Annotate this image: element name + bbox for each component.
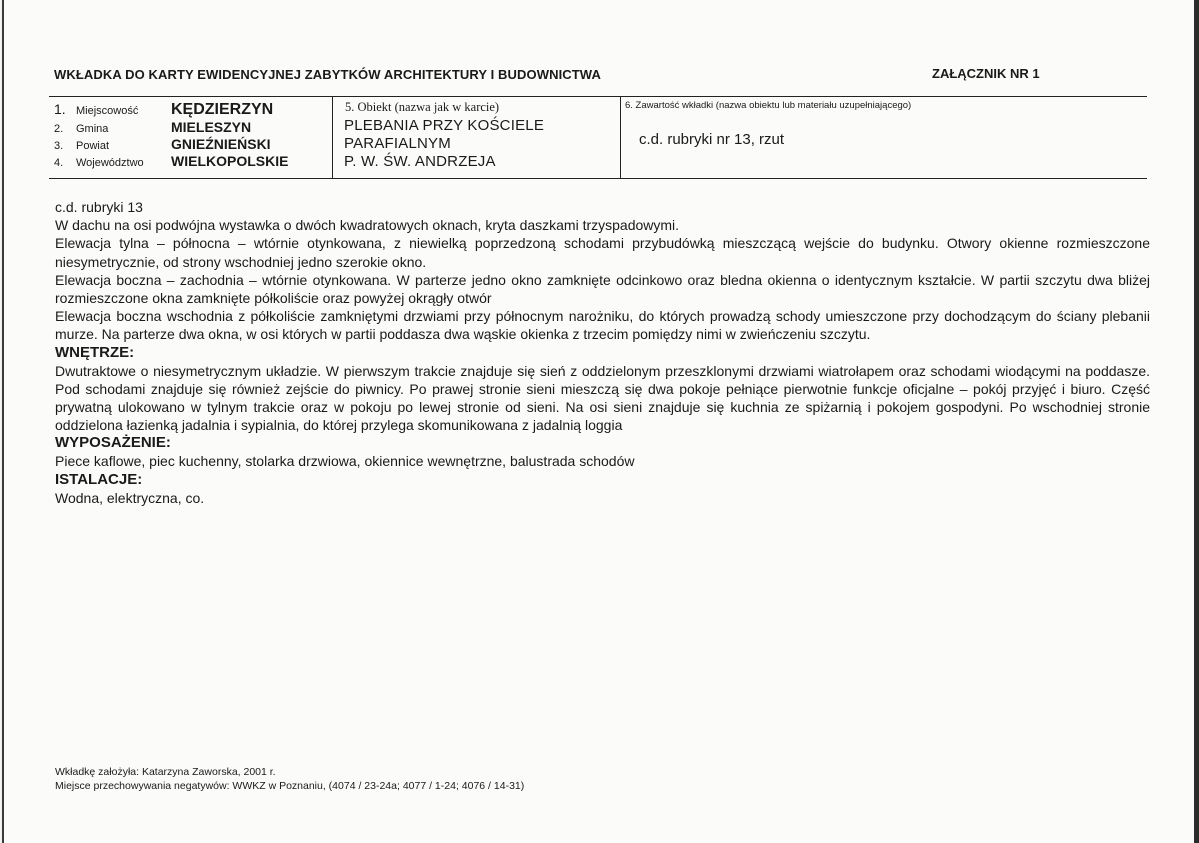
field-number: 4.: [54, 157, 64, 169]
field-label: Miejscowość: [76, 105, 139, 117]
field-number: 2.: [54, 123, 64, 135]
table-divider: [332, 97, 333, 178]
field-value: GNIEŹNIEŃSKI: [171, 136, 271, 152]
section-heading-equipment: WYPOSAŻENIE:: [55, 434, 171, 452]
table-divider: [620, 97, 621, 178]
footer-negatives-storage: Miejsce przechowywania negatywów: WWKZ w Poznaniu, (4074 / 23-24a; 4077 / 1-24; 4076 / 14-31): [55, 780, 525, 792]
paragraph: W dachu na osi podwójna wystawka o dwóch kwadratowych oknach, kryta daszkami trzyspadowymi.: [55, 217, 680, 234]
field-label: Gmina: [76, 123, 109, 135]
document-title: WKŁADKA DO KARTY EWIDENCYJNEJ ZABYTKÓW ARCHITEKTURY I BUDOWNICTWA: [54, 67, 601, 82]
document-sheet: [2, 0, 1195, 843]
annex-label: ZAŁĄCZNIK NR 1: [932, 66, 1040, 81]
field-label: Województwo: [76, 157, 144, 169]
description-text: [55, 198, 1150, 507]
field-value: WIELKOPOLSKIE: [171, 153, 289, 169]
field-value: MIELESZYN: [171, 119, 252, 135]
paragraph: Dwutraktowe o niesymetrycznym układzie. W pierwszym trakcie znajduje się sień z oddzielonym przeszklonymi drzwiami wiatrołapem oraz schodami wiodącymi na poddasze. Pod schodami znajduje się również zejście do piwnicy. Po prawej stronie sieni mieszczą się dwa pokoje pełniące pierwotnie funkcje oficjalne – pokój przyjęć i biuro. Część prywatną ulokowano w tylnym trakcie oraz w pokoju po lewej stronie od sieni. Na osi sieni znajduje się kuchnia ze spiżarnią i pokojem gospodyni. Po wschodniej stronie oddzielona łazienką jadalnia i sypialnia, do której przylega skomunikowana z jadalnią loggia: [55, 362, 1150, 434]
section-heading-interior: WNĘTRZE:: [55, 343, 135, 361]
paragraph: Elewacja boczna wschodnia z półkoliście zamkniętymi drzwiami przy północnym narożniku, do których prowadzą schody umieszczone przy dochodzącym do ściany plebanii murze. Na parterze dwa okna, w osi których w partii poddasza dwa wąskie okienka z trzecim pomiędzy nimi w zwieńczeniu szczytu.: [55, 308, 1150, 343]
object-name-line: PARAFIALNYM: [344, 135, 451, 152]
field-value: KĘDZIERZYN: [171, 101, 274, 118]
location-row-commune: [54, 119, 251, 137]
paragraph: Wodna, elektryczna, co.: [55, 489, 205, 506]
object-name-line: PLEBANIA PRZY KOŚCIELE: [344, 117, 545, 134]
continuation-note: c.d. rubryki 13: [55, 199, 143, 215]
contents-label: 6. Zawartość wkładki (nazwa obiektu lub materiału uzupełniającego): [625, 100, 912, 111]
contents-value: c.d. rubryki nr 13, rzut: [639, 131, 785, 148]
scan-edge-left: [2, 0, 4, 843]
location-row-town: [54, 101, 273, 119]
footer-author: Wkładkę założyła: Katarzyna Zaworska, 2001 r.: [55, 766, 276, 778]
paragraph: Elewacja tylna – północna – wtórnie otynkowana, z niewielką poprzedzoną schodami przybudówką mieszczącą wejście do budynku. Otwory okienne rozmieszczone niesymetrycznie, od strony wschodniej jedno szerokie okno.: [55, 235, 1150, 270]
object-name-line: P. W. ŚW. ANDRZEJA: [344, 153, 496, 170]
object-label: 5. Obiekt (nazwa jak w karcie): [345, 100, 500, 114]
identification-table: [49, 96, 1147, 179]
location-row-county: [54, 136, 271, 154]
field-number: 3.: [54, 140, 64, 152]
paragraph: Piece kaflowe, piec kuchenny, stolarka drzwiowa, okiennice wewnętrzne, balustrada schodów: [55, 453, 635, 470]
scan-edge-right: [1194, 0, 1199, 843]
field-label: Powiat: [76, 140, 110, 152]
paragraph: Elewacja boczna – zachodnia – wtórnie otynkowana. W parterze jedno okno zamknięte odcinkowo oraz bledna okienna o identycznym kształcie. W partii szczytu dwa bliżej rozmieszczone okna zamknięte półkoliście oraz powyżej okrągły otwór: [55, 271, 1150, 307]
location-row-voivodeship: [54, 153, 288, 171]
field-number: 1.: [54, 101, 66, 117]
section-heading-installations: ISTALACJE:: [55, 470, 143, 488]
